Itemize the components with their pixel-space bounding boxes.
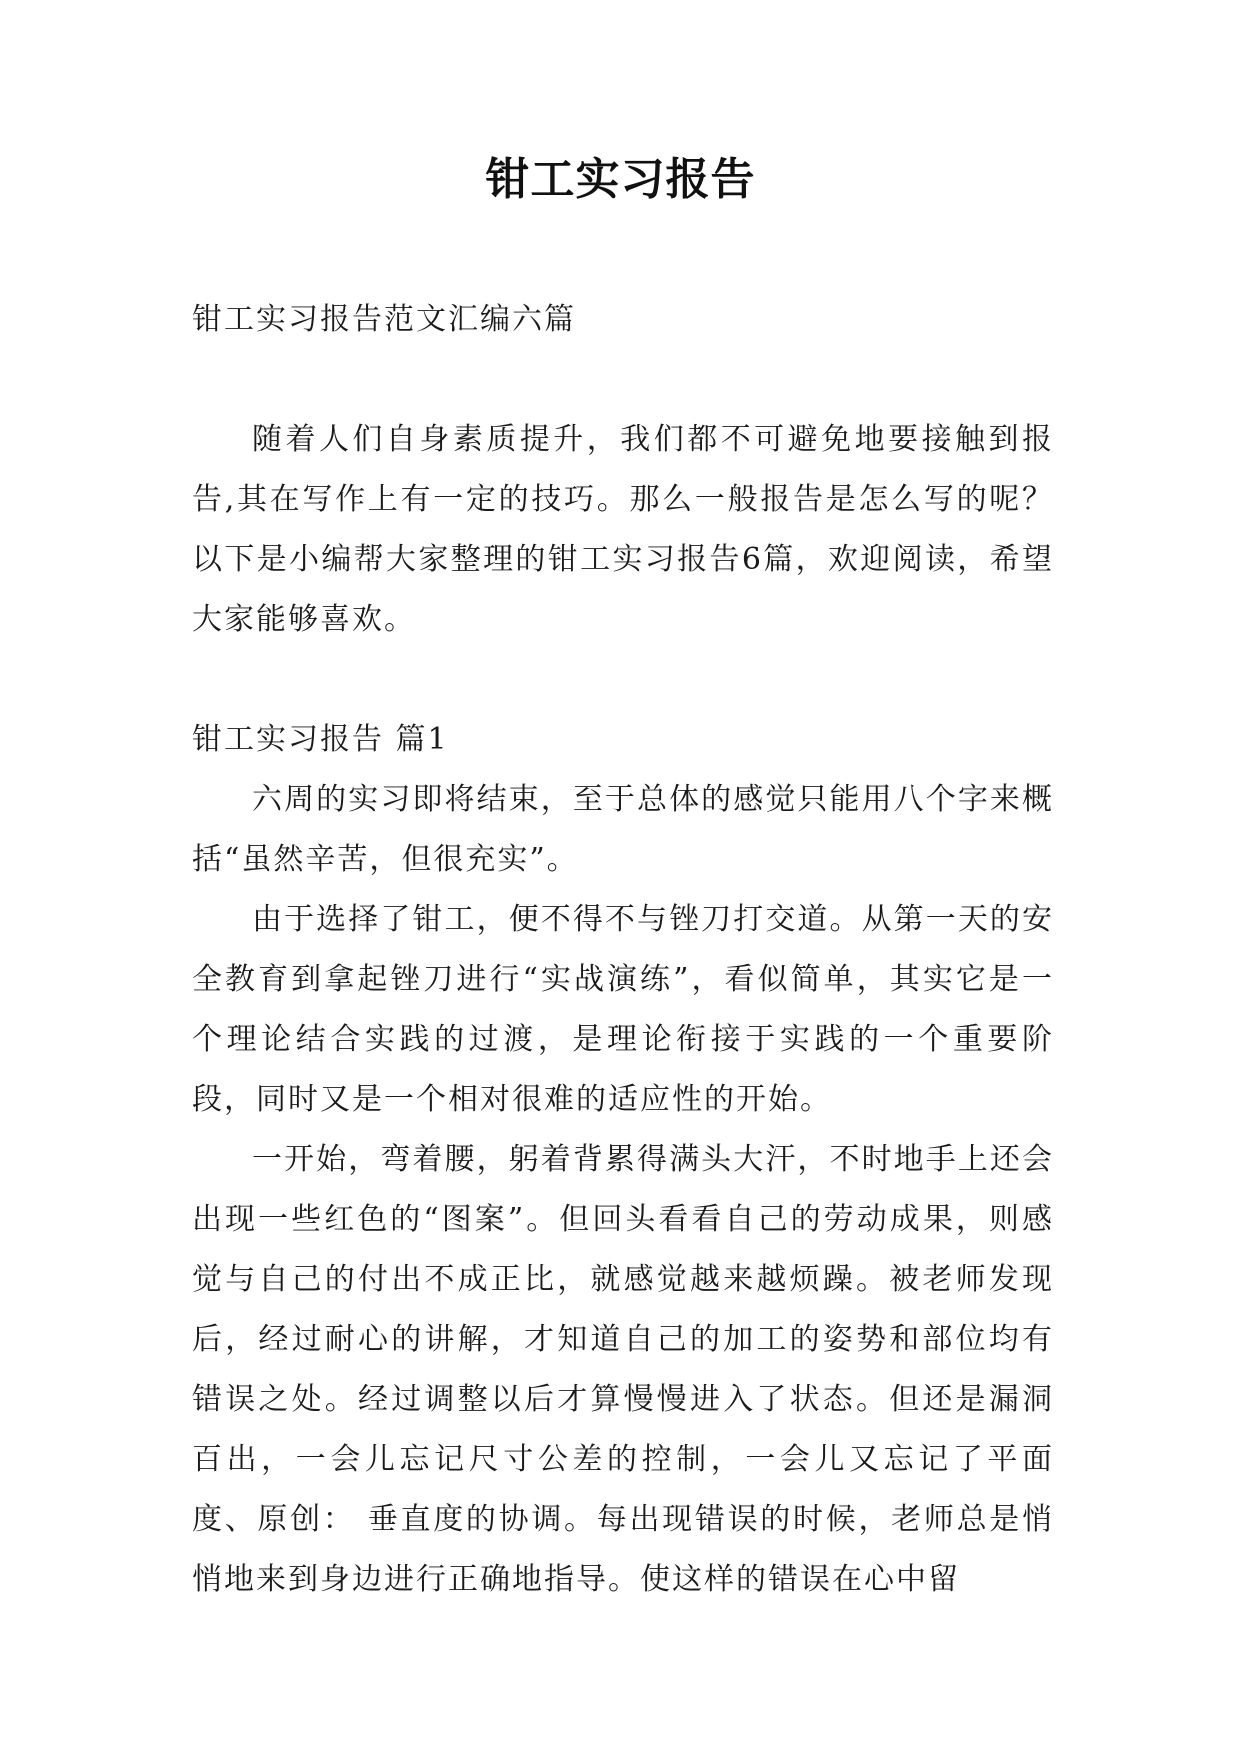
body-paragraph: 由于选择了钳工，便不得不与锉刀打交道。从第一天的安全教育到拿起锉刀进行“实战演练”，看似简单，其实它是一个理论结合实践的过渡，是理论衔接于实践的一个重要阶段，同时又是一个相对很难的适应性的开始。 bbox=[192, 902, 1054, 1117]
document-title: 钳工实习报告 bbox=[485, 154, 756, 205]
body-paragraph: 六周的实习即将结束，至于总体的感觉只能用八个字来概括“虽然辛苦，但很充实”。 bbox=[192, 782, 1054, 877]
document-subtitle: 钳工实习报告范文汇编六篇 bbox=[192, 302, 576, 337]
section-heading: 钳工实习报告 篇1 bbox=[192, 722, 449, 757]
body-paragraph: 一开始，弯着腰，躬着背累得满头大汗，不时地手上还会出现一些红色的“图案”。但回头看看自己的劳动成果，则感觉与自己的付出不成正比，就感觉越来越烦躁。被老师发现后，经过耐心的讲解，才知道自己的加工的姿势和部位均有错误之处。经过调整以后才算慢慢进入了状态。但还是漏洞百出，一会儿忘记尺寸公差的控制，一会儿又忘记了平面度、原创： 垂直度的协调。每出现错误的时候，老师总是悄悄地来到身边进行正确地指导。使这样的错误在心中留 bbox=[192, 1142, 1054, 1597]
document-body bbox=[192, 290, 1054, 1610]
intro-paragraph: 随着人们自身素质提升，我们都不可避免地要接触到报告,其在写作上有一定的技巧。那么一般报告是怎么写的呢？以下是小编帮大家整理的钳工实习报告6篇，欢迎阅读，希望大家能够喜欢。 bbox=[192, 422, 1054, 637]
